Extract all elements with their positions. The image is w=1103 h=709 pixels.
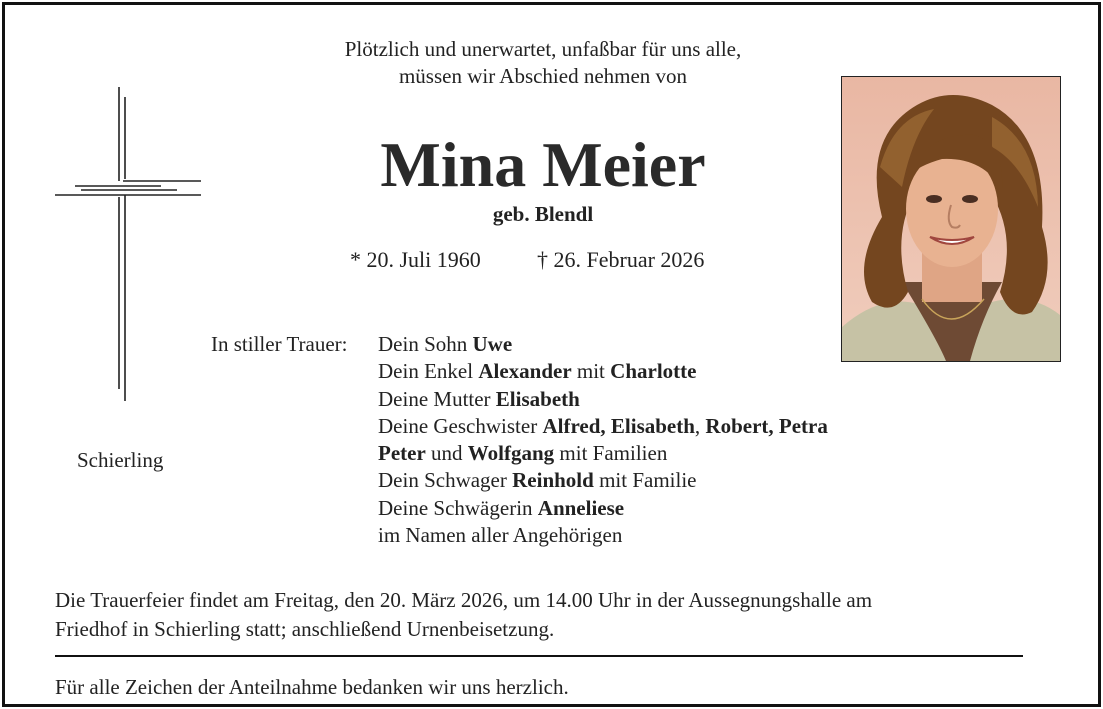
mourning-label: In stiller Trauer: — [211, 332, 348, 356]
mourner-relation: mit Familie — [593, 468, 697, 493]
mourner-line — [378, 386, 828, 413]
service-line-1: Die Trauerfeier findet am Freitag, den 20. März 2026, um 14.00 Uhr in der Aussegnungshalle am — [55, 588, 873, 612]
obituary-notice — [2, 2, 1101, 707]
thanks-text: Für alle Zeichen der Anteilnahme bedanken wir uns herzlich. — [55, 675, 569, 699]
mourner-relation: im Namen aller Angehörigen — [378, 523, 623, 548]
mourner-relation: Dein Schwager — [378, 468, 513, 493]
mourner-name: Reinhold — [512, 468, 594, 493]
mourner-line — [378, 331, 828, 358]
mourner-relation: Dein Enkel — [378, 359, 479, 384]
death-date: † 26. Februar 2026 — [537, 247, 705, 272]
portrait-photo — [841, 76, 1061, 362]
mourner-line — [378, 467, 828, 494]
mourner-name: Elisabeth — [495, 386, 580, 411]
mourner-line — [378, 413, 828, 440]
mourner-line — [378, 358, 828, 385]
mourner-relation: und — [425, 441, 468, 466]
deceased-name: Mina Meier — [380, 129, 706, 200]
mourner-relation: mit Familien — [554, 441, 668, 466]
mourner-line — [378, 522, 828, 549]
service-line-2: Friedhof in Schierling statt; anschließend Urnenbeisetzung. — [55, 617, 555, 641]
mourner-relation: Deine Geschwister — [378, 413, 543, 438]
intro-line-2: müssen wir Abschied nehmen von — [398, 64, 688, 88]
mourner-line — [378, 495, 828, 522]
place-label: Schierling — [77, 448, 164, 472]
mourner-name: Anneliese — [537, 495, 625, 520]
mourner-relation: , — [694, 413, 706, 438]
mourner-relation: Dein Sohn — [378, 332, 473, 356]
service-text — [55, 586, 872, 644]
mourners-list — [378, 331, 828, 549]
maiden-name: geb. Blendl — [492, 202, 594, 226]
mourner-name: Alfred, Elisabeth — [542, 413, 695, 438]
mourner-name: Uwe — [472, 332, 513, 356]
intro-line-1: Plötzlich und unerwartet, unfaßbar für uns alle, — [344, 37, 742, 61]
mourner-name: Wolfgang — [467, 441, 555, 466]
mourner-relation: Deine Mutter — [378, 386, 496, 411]
mourner-name: Robert, Petra — [705, 413, 828, 438]
mourner-name: Alexander — [478, 359, 572, 384]
mourner-relation: Deine Schwägerin — [378, 495, 538, 520]
divider-line — [55, 655, 1023, 657]
birth-date: * 20. Juli 1960 — [350, 247, 481, 272]
mourner-name: Charlotte — [610, 359, 697, 384]
mourner-relation: mit — [571, 359, 611, 384]
mourner-line — [378, 440, 828, 467]
cross-icon — [53, 83, 205, 403]
mourner-name: Peter — [378, 441, 426, 466]
